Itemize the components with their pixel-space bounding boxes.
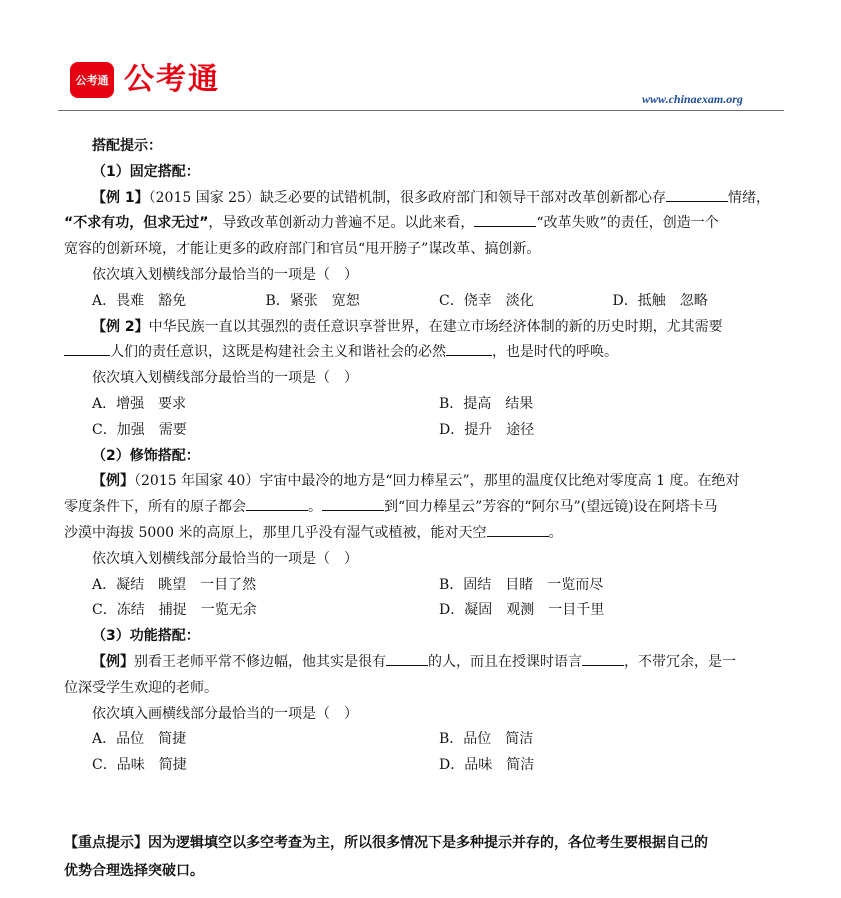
text: “改革失败”的责任，创造一个 bbox=[536, 215, 719, 232]
option-d[interactable]: D．品味 简洁 bbox=[439, 757, 535, 774]
text: （2015 国家 25）缺乏必要的试错机制，很多政府部门和领导干部对改革创新都心存 bbox=[148, 189, 666, 206]
option-c[interactable]: C．冻结 捕捉 一览无余 bbox=[92, 602, 257, 619]
header-divider bbox=[58, 110, 784, 111]
subsection-title-modifier: （2）修饰搭配： bbox=[92, 447, 200, 464]
text: 别看王老师平常不修边幅，他其实是很有 bbox=[134, 653, 386, 670]
document-body bbox=[64, 134, 786, 779]
example-4-line-2: 位深受学生欢迎的老师。 bbox=[64, 679, 218, 696]
text: 人们的责任意识，这既是构建社会主义和谐社会的必然 bbox=[110, 344, 446, 361]
question-prompt: 依次填入划横线部分最恰当的一项是（ ） bbox=[92, 370, 358, 387]
text: 中华民族一直以其强烈的责任意识享誉世界，在建立市场经济体制的新的历史时期，尤其需要 bbox=[148, 318, 723, 335]
question-prompt: 依次填入划横线部分最恰当的一项是（ ） bbox=[92, 266, 358, 283]
text: ，不带冗余，是一 bbox=[624, 653, 736, 670]
fill-blank bbox=[487, 522, 549, 537]
example-4-paragraph bbox=[64, 650, 786, 676]
option-b[interactable]: B．固结 目睹 一览而尽 bbox=[439, 576, 604, 593]
fill-blank bbox=[64, 341, 110, 356]
option-d[interactable]: D．抵触 忽略 bbox=[612, 292, 708, 309]
example-tag: 【例 1】 bbox=[92, 189, 149, 206]
example-tag: 【例】 bbox=[92, 473, 134, 490]
question-prompt: 依次填入画横线部分最恰当的一项是（ ） bbox=[92, 705, 358, 722]
option-c[interactable]: C．品味 简捷 bbox=[92, 757, 187, 774]
text: ，也是时代的呼唤。 bbox=[492, 344, 618, 361]
option-d[interactable]: D．提升 途径 bbox=[439, 421, 535, 438]
subsection-title-fixed: （1）固定搭配： bbox=[92, 163, 200, 180]
fill-blank bbox=[386, 651, 428, 666]
text: 。 bbox=[548, 524, 563, 541]
example-tag: 【例】 bbox=[92, 653, 134, 670]
option-c[interactable]: C．侥幸 淡化 bbox=[439, 292, 534, 309]
example-1-paragraph bbox=[64, 186, 786, 212]
options-row bbox=[64, 598, 786, 624]
fill-blank bbox=[666, 187, 728, 202]
text: 零度条件下，所有的原子都会 bbox=[64, 499, 246, 516]
example-tag: 【例 2】 bbox=[92, 318, 149, 335]
text: ，导致改革创新动力普遍不足。以此来看， bbox=[208, 215, 475, 232]
option-b[interactable]: B．提高 结果 bbox=[439, 395, 534, 412]
fill-blank bbox=[582, 651, 624, 666]
text: 的人，而且在授课时语言 bbox=[428, 653, 582, 670]
text: （2015 年国家 40）宇宙中最冷的地方是“回力棒星云”，那里的温度仅比绝对零度高 1 度。在绝对 bbox=[134, 473, 740, 490]
options-row bbox=[64, 418, 786, 444]
example-3-line-3 bbox=[64, 521, 786, 547]
text: 。 bbox=[308, 499, 322, 516]
site-url[interactable]: www.chinaexam.org bbox=[642, 92, 743, 106]
example-2-paragraph bbox=[64, 315, 786, 341]
example-2-line-2 bbox=[64, 340, 786, 366]
option-a[interactable]: A．增强 要求 bbox=[92, 395, 187, 412]
question-prompt: 依次填入划横线部分最恰当的一项是（ ） bbox=[92, 550, 358, 567]
text: 情绪， bbox=[727, 189, 770, 206]
example-1-line-3: 宽容的创新环境，才能让更多的政府部门和官员“甩开膀子”谋改革、搞创新。 bbox=[64, 241, 541, 258]
options-row bbox=[64, 573, 786, 599]
key-tip-line-2: 优势合理选择突破口。 bbox=[64, 863, 204, 879]
option-c[interactable]: C．加强 需要 bbox=[92, 421, 187, 438]
section-title: 搭配提示： bbox=[92, 138, 162, 154]
options-row bbox=[64, 727, 786, 753]
options-row bbox=[64, 753, 786, 779]
logo-wordmark: 公考通 bbox=[124, 62, 220, 97]
option-b[interactable]: B．紧张 宽恕 bbox=[265, 292, 360, 309]
subsection-title-function: （3）功能搭配： bbox=[92, 628, 200, 645]
options-row bbox=[64, 289, 786, 315]
logo-badge: 公考通 bbox=[70, 62, 114, 98]
fill-blank bbox=[474, 212, 536, 227]
key-tip bbox=[64, 829, 786, 885]
example-3-line-2 bbox=[64, 495, 786, 521]
option-d[interactable]: D．凝固 观测 一目千里 bbox=[439, 602, 605, 619]
option-a[interactable]: A．凝结 眺望 一目了然 bbox=[92, 576, 257, 593]
example-1-line-2 bbox=[64, 211, 786, 237]
option-b[interactable]: B．品位 简洁 bbox=[439, 731, 534, 748]
text: 沙漠中海拔 5000 米的高原上，那里几乎没有湿气或植被，能对天空 bbox=[64, 524, 487, 541]
key-tip-line-1: 【重点提示】因为逻辑填空以多空考查为主，所以很多情况下是多种提示并存的，各位考生要根据自己的 bbox=[64, 835, 708, 851]
example-3-paragraph bbox=[64, 469, 786, 495]
fill-blank bbox=[246, 496, 308, 511]
fill-blank bbox=[446, 341, 492, 356]
options-row bbox=[64, 392, 786, 418]
emphasized-quote: “不求有功，但求无过” bbox=[64, 215, 209, 232]
text: 到“回力棒星云”芳容的“阿尔马”(望远镜)设在阿塔卡马 bbox=[384, 499, 718, 516]
option-a[interactable]: A．畏难 豁免 bbox=[92, 292, 187, 309]
option-a[interactable]: A．品位 简捷 bbox=[92, 731, 187, 748]
fill-blank bbox=[322, 496, 384, 511]
